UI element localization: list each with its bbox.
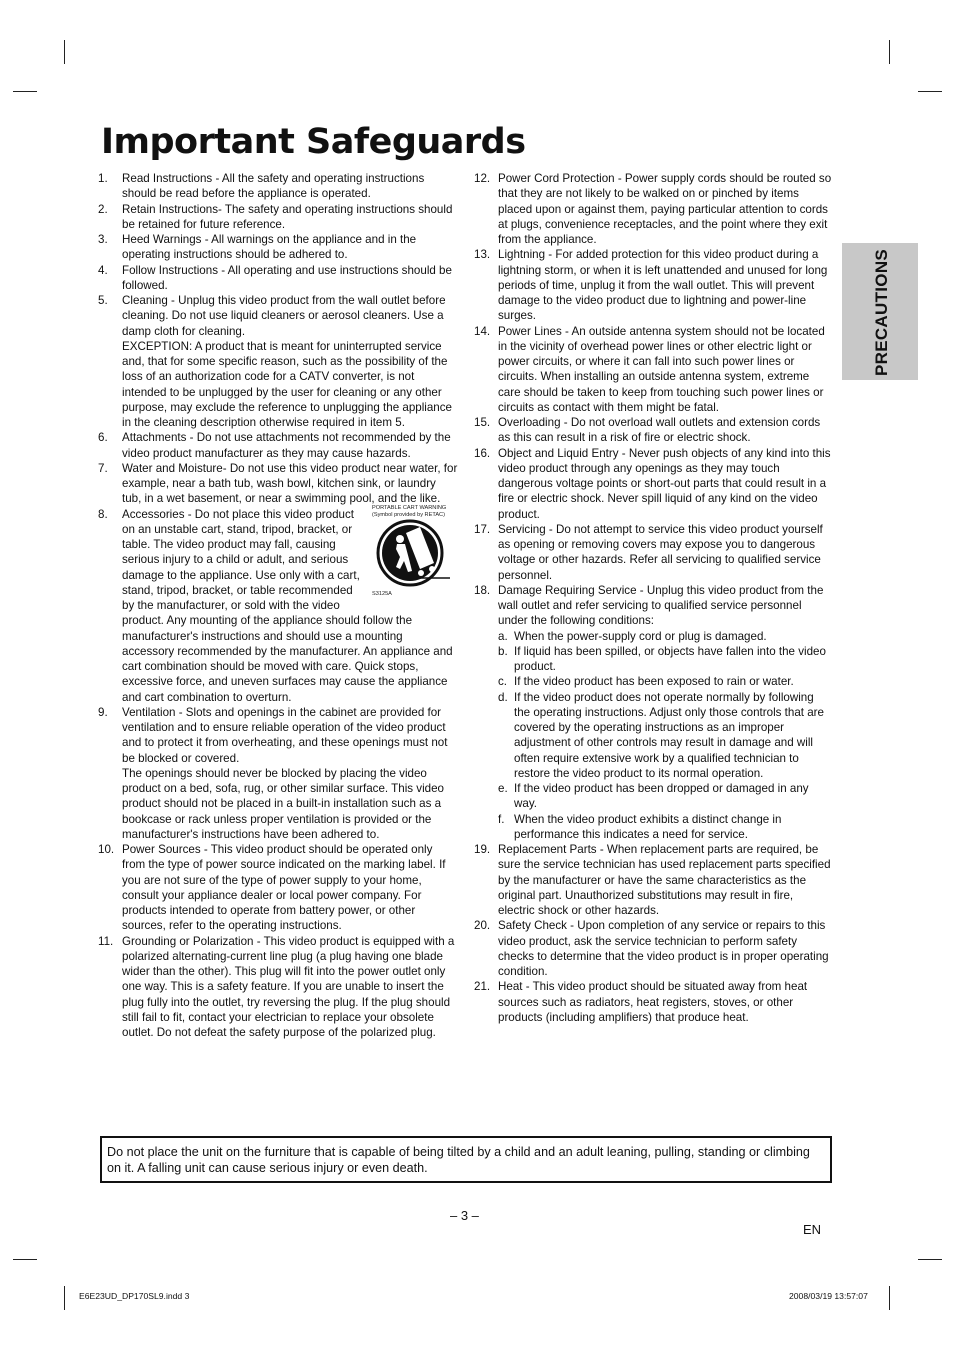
condition-letter: a.	[498, 629, 508, 643]
item-number: 15.	[474, 416, 491, 429]
condition-letter: d.	[498, 690, 508, 704]
tip-over-warning-box	[100, 1136, 832, 1183]
item-number: 4.	[98, 263, 108, 277]
list-item	[98, 171, 458, 202]
item-text: Servicing - Do not attempt to service this video product yourself as opening or removing covers may expose you to dangerous voltage or other hazards. Refer all servicing to qualified service personnel.	[498, 522, 823, 582]
item-number: 16.	[474, 446, 491, 460]
list-item	[474, 583, 832, 842]
condition-text: When the power-supply cord or plug is damaged.	[514, 629, 767, 643]
item-number: 19.	[474, 843, 491, 856]
tipping-cart-icon	[376, 519, 452, 589]
crop-mark	[918, 1259, 942, 1260]
cart-warning-caption: PORTABLE CART WARNING	[372, 504, 447, 511]
condition-letter: b.	[498, 644, 508, 658]
list-item	[474, 247, 832, 323]
list-item	[98, 430, 458, 461]
left-column	[98, 171, 458, 1040]
item-number: 20.	[474, 919, 491, 933]
item-number: 17.	[474, 522, 491, 536]
right-column	[474, 171, 832, 1025]
item-exception-text: EXCEPTION: A product that is meant for uninterrupted service and, that for some specific reason, such as the possibility of the loss of an authorization code for a CATV converter, is not intended to be unplugged by the user for cleaning or any other purpose, may exclude the reference to unplugging the appliance in the cleaning description otherwise required in item 5.	[122, 339, 453, 429]
list-item	[98, 934, 458, 1041]
item-number: 5.	[98, 294, 108, 307]
item-text: Accessories - Do not place this video product on an unstable cart, stand, tripod, bracket, or table. The video product may fall, causing serious injury to a child or adult, and serious damage to the appliance. Use only with a cart, stand, tripod, bracket, or table recommended by the manufacturer, or sold with the video product. Any mounting of the appliance should follow the manufacturer's instructions and should use a mounting accessory recommended by the manufacturer. An appliance and cart combination should be moved with care. Quick stops, excessive force, and uneven surfaces may cause the appliance and cart combination to overturn.	[122, 507, 453, 704]
condition-text: If the video product has been exposed to rain or water.	[514, 675, 794, 689]
item-number: 7.	[98, 461, 108, 475]
condition-item	[498, 674, 832, 689]
item-text: Lightning - For added protection for this video product during a lightning storm, or when it is left unattended and unused for long periods of time, unplug it from the wall outlet. This will prevent damage to the video product due to lightning and power-line surges.	[498, 248, 828, 323]
footer-filename: E6E23UD_DP170SL9.indd 3	[79, 1291, 190, 1301]
item-number: 10.	[98, 843, 115, 856]
condition-text: If the video product does not operate normally by following the operating instructions. Adjust only those controls that are covered by the operating instructions as an improper adjustment of other controls may result in damage and will often require extensive work by a qualified technician to restore the video product to its normal operation.	[514, 690, 824, 780]
item-text: Read Instructions - All the safety and operating instructions should be read before the appliance is operated.	[122, 172, 425, 201]
page-title: Important Safeguards	[101, 122, 526, 162]
list-item	[98, 263, 458, 294]
condition-text: If liquid has been spilled, or objects have fallen into the video product.	[514, 644, 826, 673]
condition-letter: e.	[498, 782, 508, 795]
crop-mark	[64, 40, 65, 64]
page-number: – 3 –	[450, 1208, 479, 1223]
item-number: 13.	[474, 248, 491, 262]
crop-mark	[64, 1286, 65, 1310]
crop-mark	[889, 40, 890, 64]
item-number: 3.	[98, 233, 108, 246]
item-number: 12.	[474, 172, 491, 185]
item-text: Replacement Parts - When replacement parts are required, be sure the service technician has used replacement parts specified by the manufacturer or have the same characteristics as the original part. Unauthorized substitutions may result in fire, electric shock or other hazards.	[498, 843, 831, 917]
condition-text: When the video product exhibits a distinct change in performance this indicates a need for service.	[514, 812, 782, 841]
item-number: 9.	[98, 705, 108, 719]
cart-warning-caption: (Symbol provided by RETAC)	[372, 511, 445, 518]
item-text: Attachments - Do not use attachments not recommended by the video product manufacturer as they may cause hazards.	[122, 431, 451, 460]
cart-warning-code: S3125A	[372, 590, 392, 597]
list-item	[474, 842, 832, 918]
item-text-continued: The openings should never be blocked by placing the video product on a bed, sofa, rug, or other similar surface. This video product should not be placed in a built-in installation such as a bookcase or rack unless proper ventilation is provided or the manufacturer's instructions have been adhered to.	[122, 766, 444, 841]
list-item	[98, 461, 458, 507]
crop-mark	[13, 1259, 37, 1260]
section-tab-label: PRECAUTIONS	[872, 248, 891, 376]
list-item	[98, 202, 458, 233]
condition-item	[498, 781, 832, 812]
condition-item	[498, 690, 832, 782]
item-number: 18.	[474, 583, 491, 597]
item-text: Ventilation - Slots and openings in the cabinet are provided for ventilation and to ensure reliable operation of the video product and to protect it from overheating, and these openings must not be blocked or covered.	[122, 705, 448, 765]
footer-timestamp: 2008/03/19 13:57:07	[789, 1291, 868, 1301]
item-text: Damage Requiring Service - Unplug this video product from the wall outlet and refer servicing to qualified service personnel under the following conditions:	[498, 583, 824, 628]
item-number: 14.	[474, 324, 491, 338]
list-item	[474, 415, 832, 446]
item-number: 21.	[474, 980, 491, 994]
condition-item	[498, 629, 832, 644]
condition-list	[498, 629, 832, 843]
item-text: Grounding or Polarization - This video product is equipped with a polarized alternating-current line plug (a plug having one blade wider than the other). This plug will fit into the power outlet only one way. This is a safety feature. If you are unable to insert the plug fully into the outlet, try reversing the plug. If the plug should still fail to fit, contact your electrician to replace your obsolete outlet. Do not defeat the safety purpose of the polarized plug.	[122, 934, 455, 1039]
item-number: 1.	[98, 172, 108, 185]
list-item	[98, 705, 458, 842]
portable-cart-warning	[372, 505, 460, 602]
item-text: Heat - This video product should be situated away from heat sources such as radiators, heat registers, stoves, or other products (including amplifiers) that produce heat.	[498, 980, 808, 1024]
list-item	[474, 324, 832, 416]
crop-mark	[13, 91, 37, 92]
list-item	[474, 171, 832, 247]
list-item	[98, 504, 458, 705]
item-text: Power Lines - An outside antenna system should not be located in the vicinity of overhead power lines or other electric light or power circuits, or where it can fall into such power lines or circuits. When installing an outside antenna system, extreme care should be taken to keep from touching such power lines or circuits as contact with them might be fatal.	[498, 324, 825, 414]
item-text: Power Cord Protection - Power supply cords should be routed so that they are not likely to be walked on or pinched by items placed upon or against them, paying particular attention to cords at plugs, convenience receptacles, and the point where they exit from the appliance.	[498, 172, 832, 246]
item-number: 6.	[98, 431, 108, 445]
item-text: Retain Instructions- The safety and operating instructions should be retained for future reference.	[122, 202, 453, 231]
condition-letter: c.	[498, 675, 508, 689]
list-item	[98, 232, 458, 263]
list-item	[98, 293, 458, 430]
item-text: Heed Warnings - All warnings on the appliance and in the operating instructions should be adhered to.	[122, 233, 417, 262]
item-number: 2.	[98, 202, 108, 216]
tip-over-warning-text: Do not place the unit on the furniture that is capable of being tilted by a child and an adult leaning, pulling, standing or climbing on it. A falling unit can cause serious injury or even death.	[107, 1145, 810, 1175]
condition-letter: f.	[498, 812, 505, 826]
item-number: 11.	[98, 934, 114, 948]
item-text: Water and Moisture- Do not use this video product near water, for example, near a bath tub, wash bowl, kitchen sink, or laundry tub, in a wet basement, or near a swimming pool, and the like.	[122, 461, 458, 506]
crop-mark	[918, 91, 942, 92]
language-code: EN	[803, 1222, 822, 1237]
condition-item	[498, 644, 832, 675]
item-text: Safety Check - Upon completion of any service or repairs to this video product, ask the service technician to perform safety checks to determine that the video product is in proper operating condition.	[498, 919, 829, 978]
list-item	[474, 522, 832, 583]
crop-mark	[889, 1286, 890, 1310]
item-text: Cleaning - Unplug this video product from the wall outlet before cleaning. Do not use liquid cleaners or aerosol cleaners. Use a damp cloth for cleaning.	[122, 294, 446, 338]
condition-item	[498, 812, 832, 843]
item-text: Power Sources - This video product should be operated only from the type of power source indicated on the marking label. If you are not sure of the type of power supply to your home, consult your appliance dealer or local power company. For products intended to operate from battery power, or other sources, refer to the operating instructions.	[122, 843, 446, 933]
list-item	[474, 918, 832, 979]
list-item	[474, 979, 832, 1025]
item-text: Object and Liquid Entry - Never push objects of any kind into this video product through any openings as they may touch dangerous voltage points or short-out parts that could result in a fire or electric shock. Never spill liquid of any kind on the video product.	[498, 446, 831, 521]
condition-text: If the video product has been dropped or damaged in any way.	[514, 782, 809, 811]
item-text: Overloading - Do not overload wall outlets and extension cords as this can result in a risk of fire or electric shock.	[498, 416, 821, 445]
item-text: Follow Instructions - All operating and use instructions should be followed.	[122, 263, 452, 292]
list-item	[474, 446, 832, 522]
list-item	[98, 842, 458, 934]
section-tab	[842, 243, 918, 380]
item-number: 8.	[98, 507, 108, 521]
